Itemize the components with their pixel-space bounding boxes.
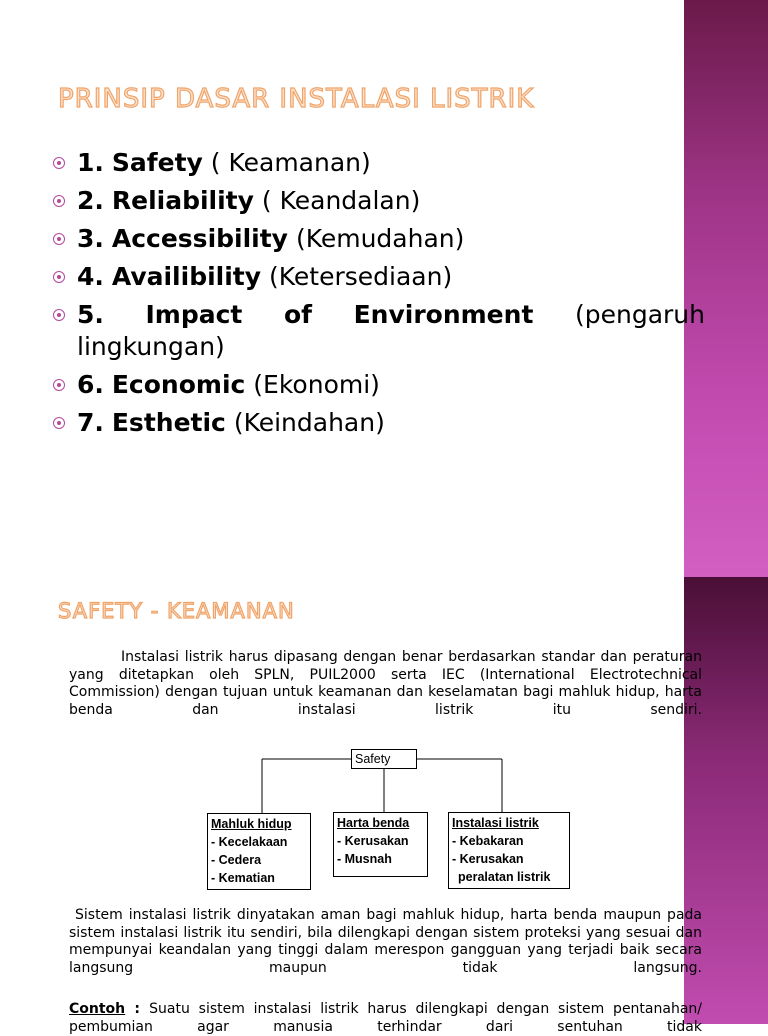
item-note: (Ketersediaan) <box>269 262 453 291</box>
item-number: 7. <box>77 408 104 437</box>
node-item: - Kecelakaan <box>211 835 288 849</box>
item-note: (Ekonomi) <box>253 370 380 399</box>
list-item <box>50 185 705 217</box>
list-item <box>50 299 705 363</box>
node-item: - Kebakaran <box>452 834 524 848</box>
list-item <box>50 223 705 255</box>
item-note: ( Keandalan) <box>261 186 421 215</box>
ring-dot-icon <box>53 195 65 207</box>
item-number: 3. <box>77 224 104 253</box>
item-number: 4. <box>77 262 104 291</box>
diagram-node-harta-benda <box>333 812 428 877</box>
node-item: - Cedera <box>211 853 262 867</box>
contoh-separator: : <box>125 1001 150 1017</box>
slide-safety <box>0 577 768 1035</box>
ring-dot-icon <box>53 157 65 169</box>
item-term-word: Impact <box>145 300 243 329</box>
contoh-text: Suatu sistem instalasi listrik harus dilengkapi dengan sistem pentanahan/ pembumian agar manusia terhindar dari sentuhan tidak <box>69 1001 702 1035</box>
diagram-node-instalasi-listrik <box>448 812 570 889</box>
intro-paragraph: Instalasi listrik harus dipasang dengan benar berdasarkan standar dan peraturan yang ditetapkan oleh SPLN, PUIL2000 serta IEC (International Electrotechnical Commission) dengan tujuan untuk keamanan dan keselamatan bagi mahluk hidup, harta benda dan instalasi listrik itu sendiri. <box>69 649 702 718</box>
list-item <box>50 147 705 179</box>
item-note: (pengaruh <box>574 300 705 329</box>
item-note: (Kemudahan) <box>295 224 465 253</box>
item-note: ( Keamanan) <box>210 148 371 177</box>
node-item: peralatan listrik <box>458 870 551 884</box>
node-item: - Musnah <box>337 852 392 866</box>
item-term-word: Environment <box>353 300 534 329</box>
ring-dot-icon <box>53 309 65 321</box>
node-item: - Kerusakan <box>337 834 409 848</box>
item-number: 2. <box>77 186 104 215</box>
node-label: Mahluk hidup <box>211 817 292 831</box>
ring-dot-icon <box>53 417 65 429</box>
ring-dot-icon <box>53 271 65 283</box>
item-note: (Keindahan) <box>233 408 385 437</box>
contoh-label: Contoh <box>69 1001 126 1017</box>
diagram-node-mahluk-hidup <box>207 813 311 890</box>
item-term: Esthetic <box>111 408 226 437</box>
ring-dot-icon <box>53 379 65 391</box>
item-term-word: of <box>283 300 313 329</box>
principles-list <box>50 147 705 445</box>
diagram-root-node <box>351 749 417 769</box>
node-label: Instalasi listrik <box>452 816 539 830</box>
list-item <box>50 369 705 401</box>
body-paragraph: Sistem instalasi listrik dinyatakan aman bagi mahluk hidup, harta benda maupun pada sistem instalasi listrik itu sendiri, bila dilengkapi dengan sistem proteksi yang sesuai dan mempunyai keandalan yang tinggi dalam merespon gangguan yang terjadi baik secara langsung maupun tidak langsung. <box>69 907 702 976</box>
list-item <box>50 261 705 293</box>
list-item <box>50 407 705 439</box>
node-item: - Kematian <box>211 871 275 885</box>
item-number: 5. <box>77 300 104 329</box>
item-number: 6. <box>77 370 104 399</box>
slide-title: SAFETY - KEAMANAN <box>58 599 295 623</box>
justified-line <box>77 299 705 331</box>
node-label: Safety <box>355 752 391 766</box>
ring-dot-icon <box>53 233 65 245</box>
item-term: Availibility <box>111 262 262 291</box>
item-number: 1. <box>77 148 104 177</box>
slide-title: PRINSIP DASAR INSTALASI LISTRIK <box>58 84 535 114</box>
item-note-continued: lingkungan) <box>77 332 225 361</box>
node-item: - Kerusakan <box>452 852 524 866</box>
contoh-paragraph <box>69 1001 702 1036</box>
item-term: Economic <box>111 370 246 399</box>
node-label: Harta benda <box>337 816 410 830</box>
item-term: Safety <box>111 148 203 177</box>
item-term: Accessibility <box>111 224 288 253</box>
item-term: Reliability <box>111 186 254 215</box>
